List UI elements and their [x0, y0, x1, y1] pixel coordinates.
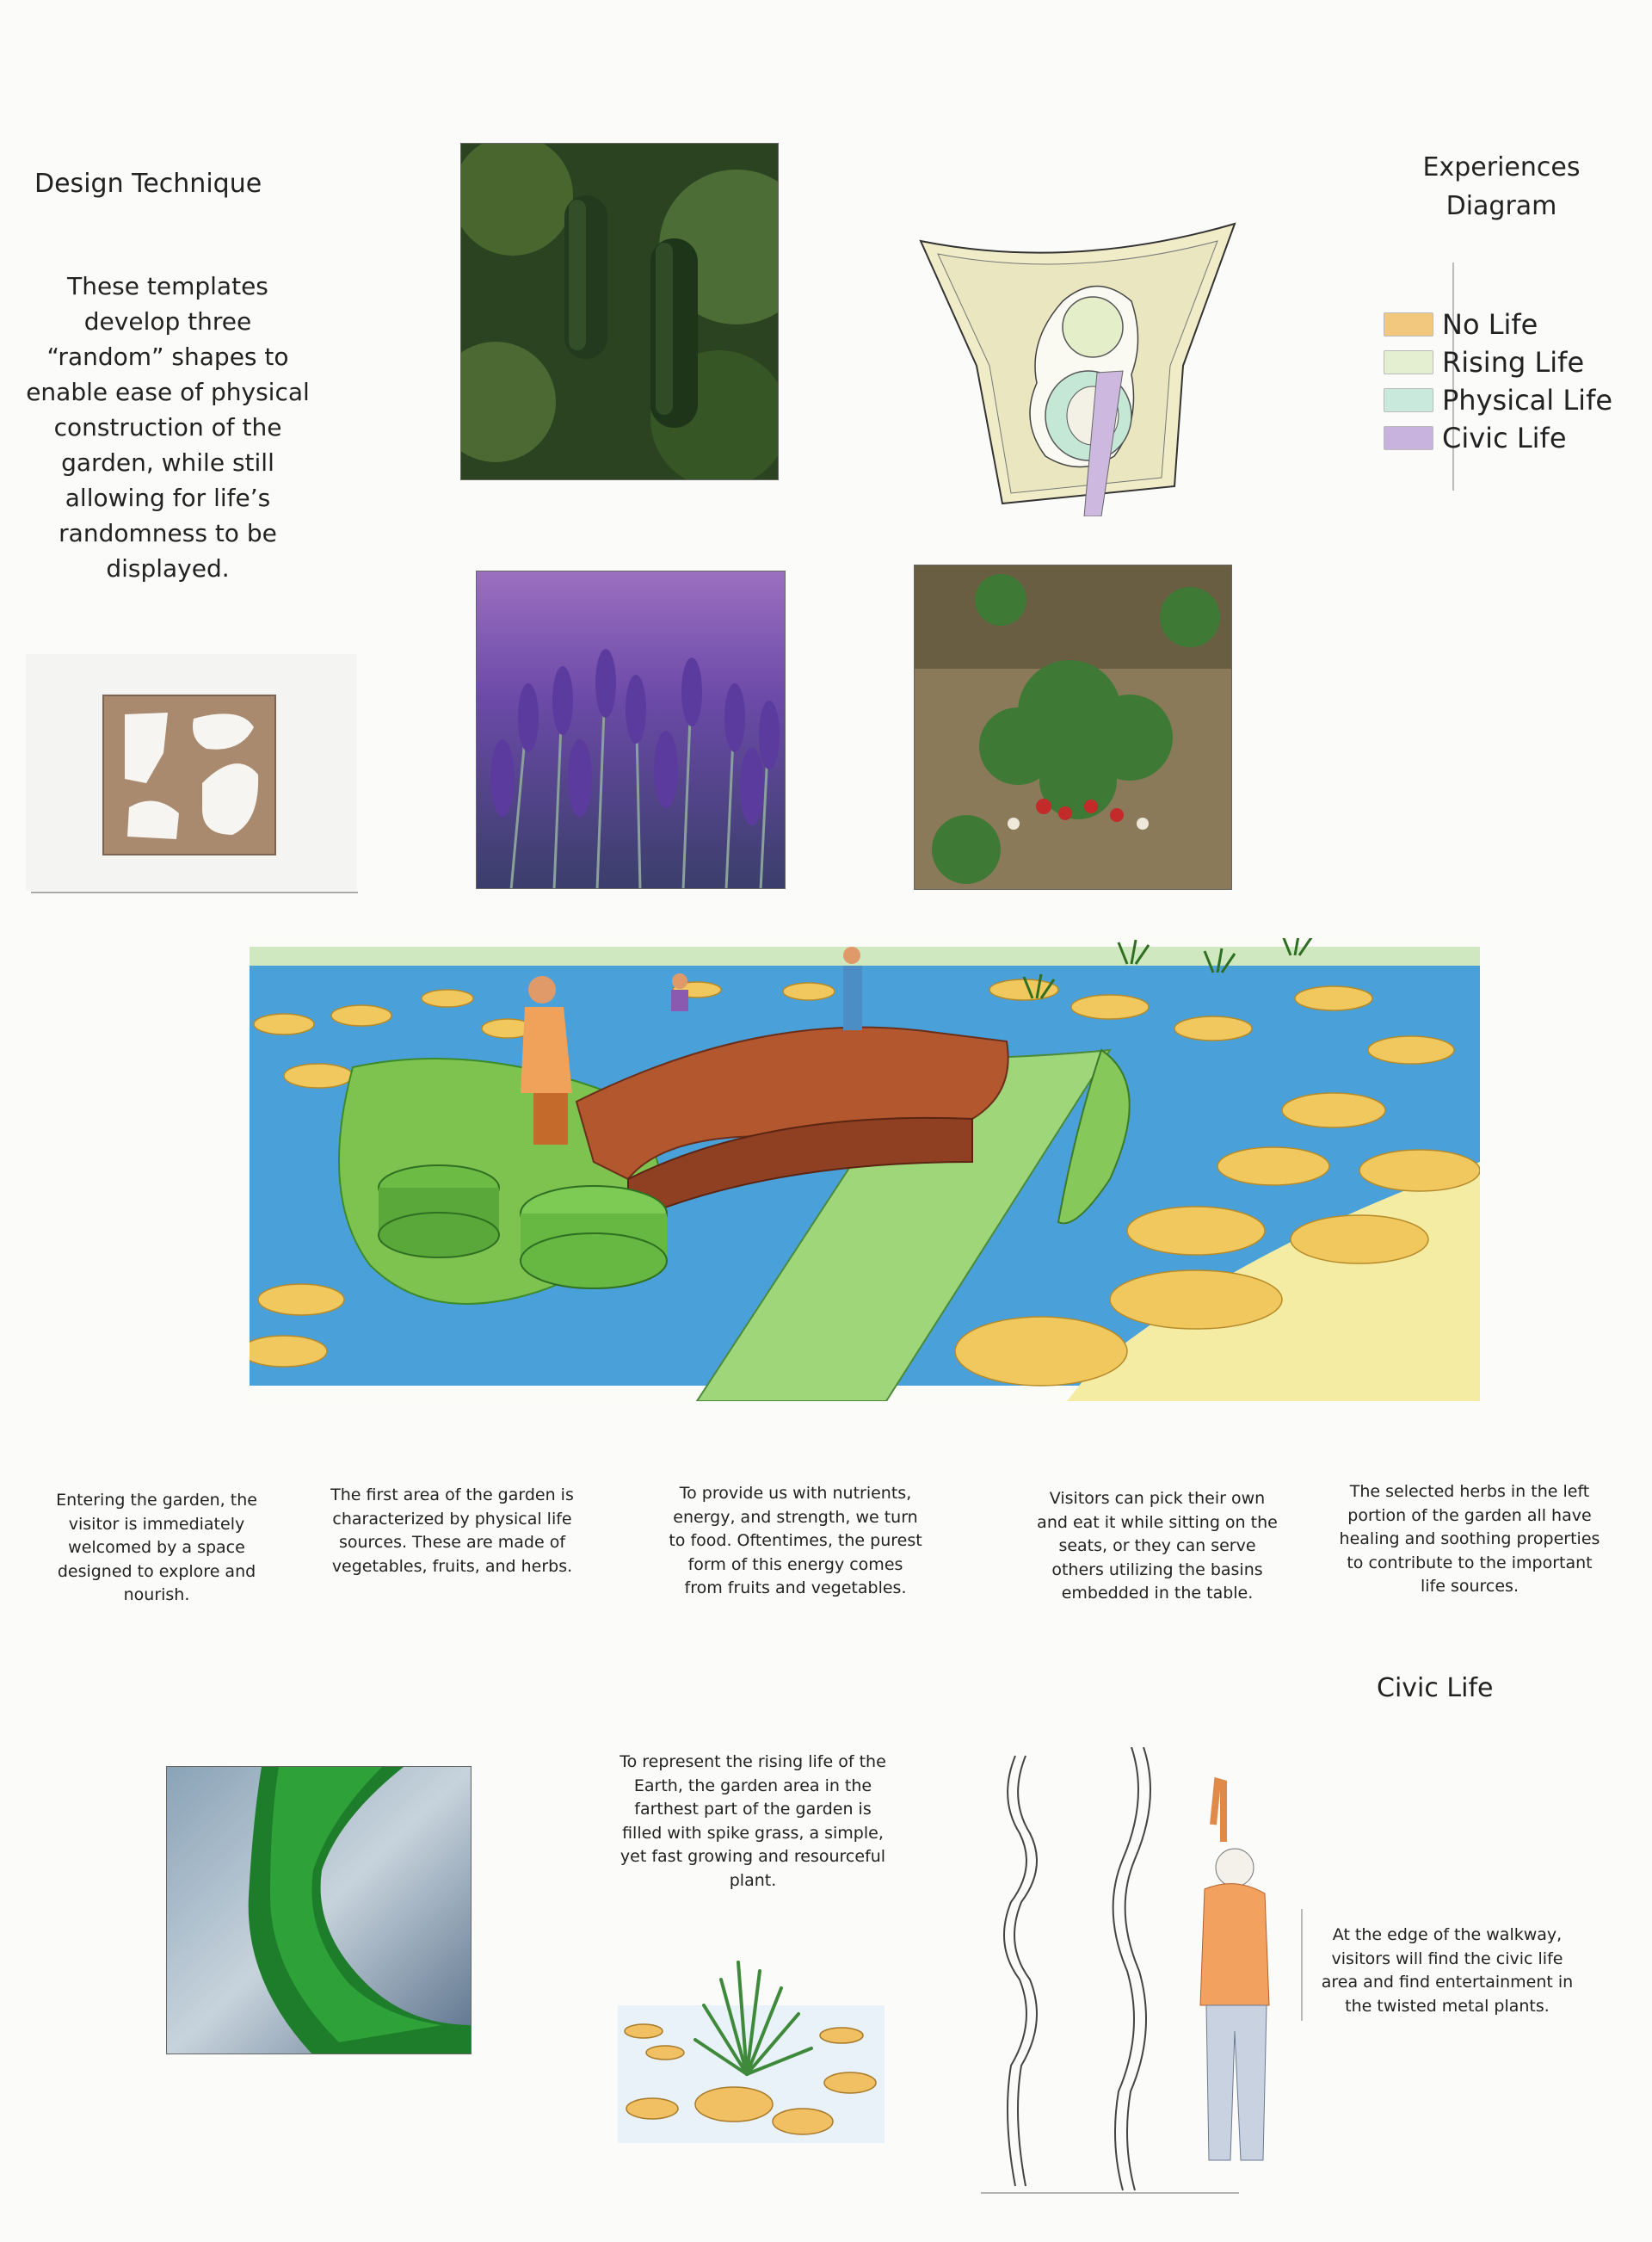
- legend-swatch: [1384, 388, 1433, 412]
- legend-label: No Life: [1442, 308, 1538, 341]
- legend-item-rising-life: [1384, 343, 1612, 381]
- legend-item-civic-life: [1384, 419, 1612, 457]
- legend-swatch: [1384, 426, 1433, 450]
- legend-label: Physical Life: [1442, 384, 1613, 417]
- experiences-title-line1: Experiences: [1422, 152, 1581, 182]
- design-technique-title: Design Technique: [34, 169, 262, 199]
- experiences-title: [1415, 148, 1587, 225]
- legend-label: Civic Life: [1442, 422, 1567, 454]
- civic-divider: [1301, 1909, 1303, 2021]
- civic-life-title: Civic Life: [1377, 1673, 1494, 1703]
- rising-life-text: To represent the rising life of the Earth, the garden area in the farthest part of the garden is filled with spike grass, a simple, yet fast growing and resourceful plant.: [620, 1752, 886, 1890]
- caption-visitors-pick: Visitors can pick their own and eat it while sitting on the seats, or they can serve others utilizing the basins embedded in the table.: [1037, 1489, 1278, 1603]
- caption-herbs: The selected herbs in the left portion of the garden all have healing and soothing properties to contribute to the important life sources.: [1339, 1482, 1600, 1596]
- cardboard-template-photo: [26, 654, 357, 891]
- cucumber-photo: [460, 143, 779, 480]
- caption-entering: Entering the garden, the visitor is immediately welcomed by a space designed to explore and nourish.: [56, 1491, 257, 1604]
- twisted-metal-plants-sketch: [972, 1747, 1282, 2199]
- divider: [31, 892, 358, 893]
- civic-life-text: At the edge of the walkway, visitors will find the civic life area and find entertainment in the twisted metal plants.: [1321, 1925, 1574, 2016]
- design-technique-intro: These templates develop three “random” shapes to enable ease of physical construction of the garden, while still allowing for life’s randomness to be displayed.: [26, 272, 310, 583]
- caption-first-area: The first area of the garden is characterized by physical life sources. These are made of vegetables, fruits, and herbs.: [330, 1485, 574, 1576]
- moss-walkway-photo: [166, 1766, 472, 2054]
- legend-item-physical-life: [1384, 381, 1612, 419]
- legend-label: Rising Life: [1442, 346, 1585, 379]
- lavender-photo: [476, 571, 786, 889]
- strawberry-photo: [914, 565, 1232, 890]
- legend-item-no-life: [1384, 306, 1612, 343]
- garden-perspective-drawing: [250, 938, 1480, 1401]
- legend-swatch: [1384, 312, 1433, 337]
- experiences-title-line2: Diagram: [1446, 191, 1557, 221]
- caption-nutrients: To provide us with nutrients, energy, and strength, we turn to food. Oftentimes, the purest form of this energy comes from fruits and vegetables.: [669, 1484, 922, 1597]
- spike-grass-sketch: [618, 1954, 885, 2143]
- legend: [1384, 306, 1612, 457]
- legend-swatch: [1384, 350, 1433, 374]
- experiences-plan-sketch: [916, 219, 1243, 516]
